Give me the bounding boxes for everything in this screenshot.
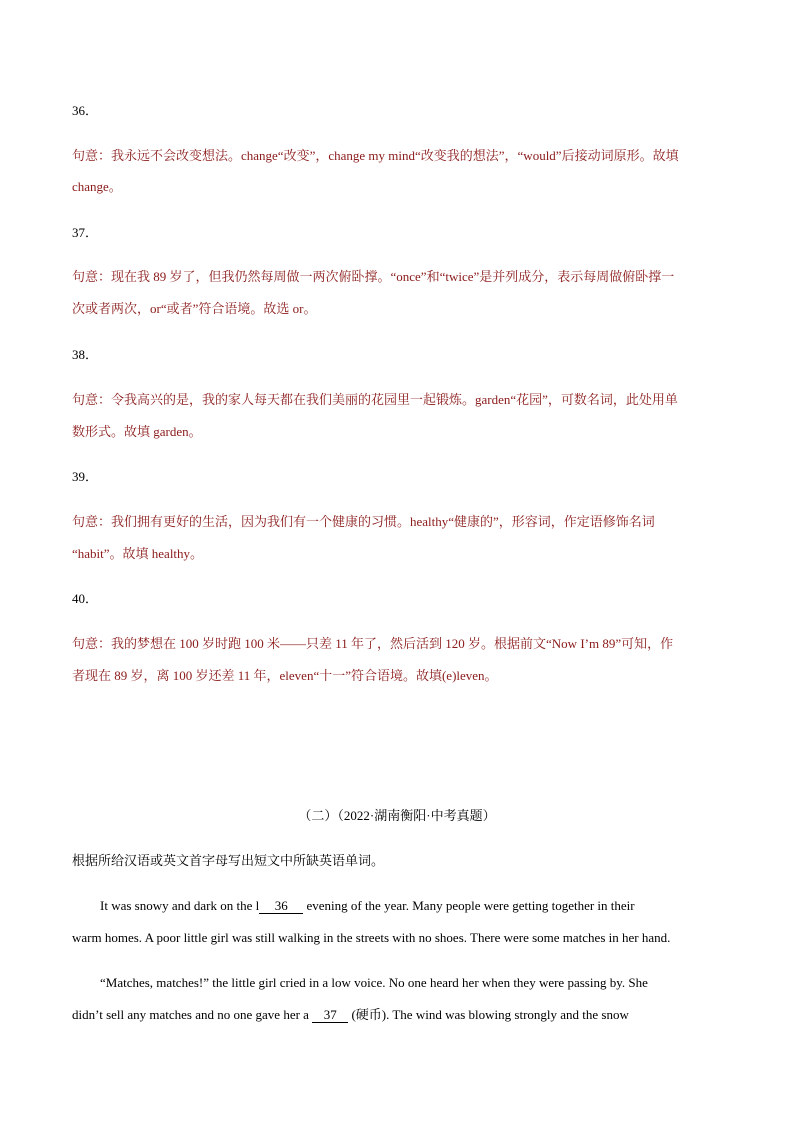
passage-paragraph-1-line-2-text: warm homes. A poor little girl was still walking in the streets with no shoes. There were some matches in her hand. xyxy=(72,930,671,945)
passage-text: It was snowy and dark on the l xyxy=(100,898,260,913)
blank-36: 36 xyxy=(259,899,303,914)
answer-37-number: 37． xyxy=(72,225,99,240)
section-instruction: 根据所给汉语或英文首字母写出短文中所缺英语单词。 xyxy=(72,853,385,868)
passage-paragraph-1-line-1 xyxy=(100,897,722,915)
answer-38-line-1: 句意：令我高兴的是，我的家人每天都在我们美丽的花园里一起锻炼。garden“花园”，可数名词，此处用单 xyxy=(72,392,678,407)
section-title: （二）（2022·湖南衡阳·中考真题） xyxy=(298,808,496,823)
passage-paragraph-2-line-2 xyxy=(72,1006,722,1024)
answer-40-line-2: 者现在 89 岁，离 100 岁还差 11 年，eleven“十一”符合语境。故填(e)leven。 xyxy=(72,668,498,683)
passage-text: evening of the year. Many people were getting together in their xyxy=(303,898,635,913)
answer-39-line-1: 句意：我们拥有更好的生活，因为我们有一个健康的习惯。healthy“健康的”，形容词，作定语修饰名词 xyxy=(72,514,655,529)
passage-paragraph-2-line-1: “Matches, matches!” the little girl cried in a low voice. No one heard her when they were passing by. She xyxy=(100,975,648,990)
answer-36-number: 36． xyxy=(72,103,99,118)
blank-37: 37 xyxy=(312,1008,348,1023)
answer-40-line-1: 句意：我的梦想在 100 岁时跑 100 米——只差 11 年了，然后活到 120 岁。根据前文“Now I’m 89”可知，作 xyxy=(72,636,674,651)
answer-38-number: 38． xyxy=(72,347,99,362)
answer-39-line-2: “habit”。故填 healthy。 xyxy=(72,546,204,561)
answer-38-line-2: 数形式。故填 garden。 xyxy=(72,424,202,439)
answer-36-line-2: change。 xyxy=(72,179,122,194)
passage-text: didn’t sell any matches and no one gave her a xyxy=(72,1007,313,1022)
answer-36-line-1: 句意：我永远不会改变想法。change“改变”，change my mind“改变我的想法”，“would”后接动词原形。故填 xyxy=(72,148,679,163)
answer-40-number: 40． xyxy=(72,591,99,606)
answer-37-line-1: 句意：现在我 89 岁了，但我仍然每周做一两次俯卧撑。“once”和“twice”是并列成分，表示每周做俯卧撑一 xyxy=(72,269,675,284)
answer-37-line-2: 次或者两次，or“或者”符合语境。故选 or。 xyxy=(72,301,317,316)
passage-text: (硬币). The wind was blowing strongly and the snow xyxy=(348,1007,629,1022)
answer-39-number: 39． xyxy=(72,469,99,484)
